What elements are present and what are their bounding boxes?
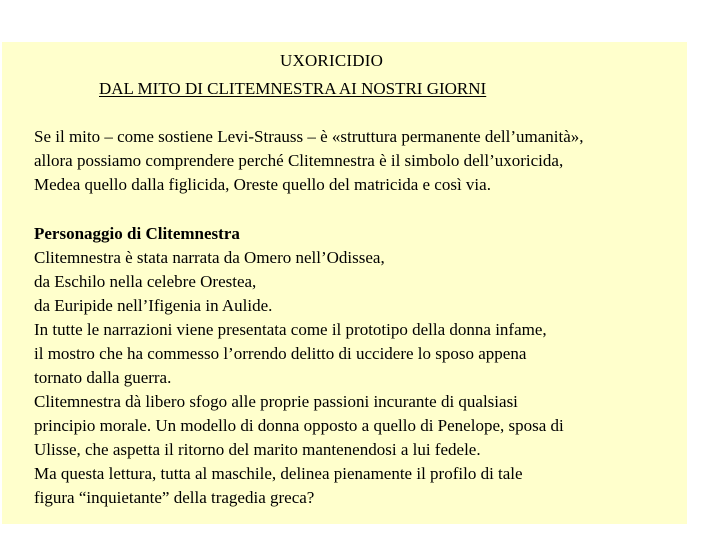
intro-line: Se il mito – come sostiene Levi-Strauss – è «struttura permanente dell’umanità», xyxy=(34,127,584,146)
slide-title: UXORICIDIO xyxy=(280,51,384,70)
intro-line: allora possiamo comprendere perché Clitemnestra è il simbolo dell’uxoricida, xyxy=(34,151,564,170)
body-line: Ulisse, che aspetta il ritorno del marito mantenendosi a lui fedele. xyxy=(34,440,481,459)
slide-subtitle: DAL MITO DI CLITEMNESTRA AI NOSTRI GIORNI xyxy=(99,79,487,98)
body-line: figura “inquietante” della tragedia greca? xyxy=(34,488,315,507)
intro-paragraph xyxy=(34,125,584,197)
section-heading: Personaggio di Clitemnestra xyxy=(34,224,240,243)
body-line: tornato dalla guerra. xyxy=(34,368,172,387)
body-line: Clitemnestra è stata narrata da Omero nell’Odissea, xyxy=(34,248,385,267)
slide-panel xyxy=(2,42,687,524)
intro-line: Medea quello dalla figlicida, Oreste quello del matricida e così via. xyxy=(34,175,491,194)
character-section xyxy=(34,222,564,510)
body-line: Ma questa lettura, tutta al maschile, delinea pienamente il profilo di tale xyxy=(34,464,523,483)
body-line: Clitemnestra dà libero sfogo alle proprie passioni incurante di qualsiasi xyxy=(34,392,518,411)
body-line: da Euripide nell’Ifigenia in Aulide. xyxy=(34,296,273,315)
body-line: il mostro che ha commesso l’orrendo delitto di uccidere lo sposo appena xyxy=(34,344,527,363)
body-line: principio morale. Un modello di donna opposto a quello di Penelope, sposa di xyxy=(34,416,564,435)
body-line: da Eschilo nella celebre Orestea, xyxy=(34,272,257,291)
body-line: In tutte le narrazioni viene presentata come il prototipo della donna infame, xyxy=(34,320,547,339)
